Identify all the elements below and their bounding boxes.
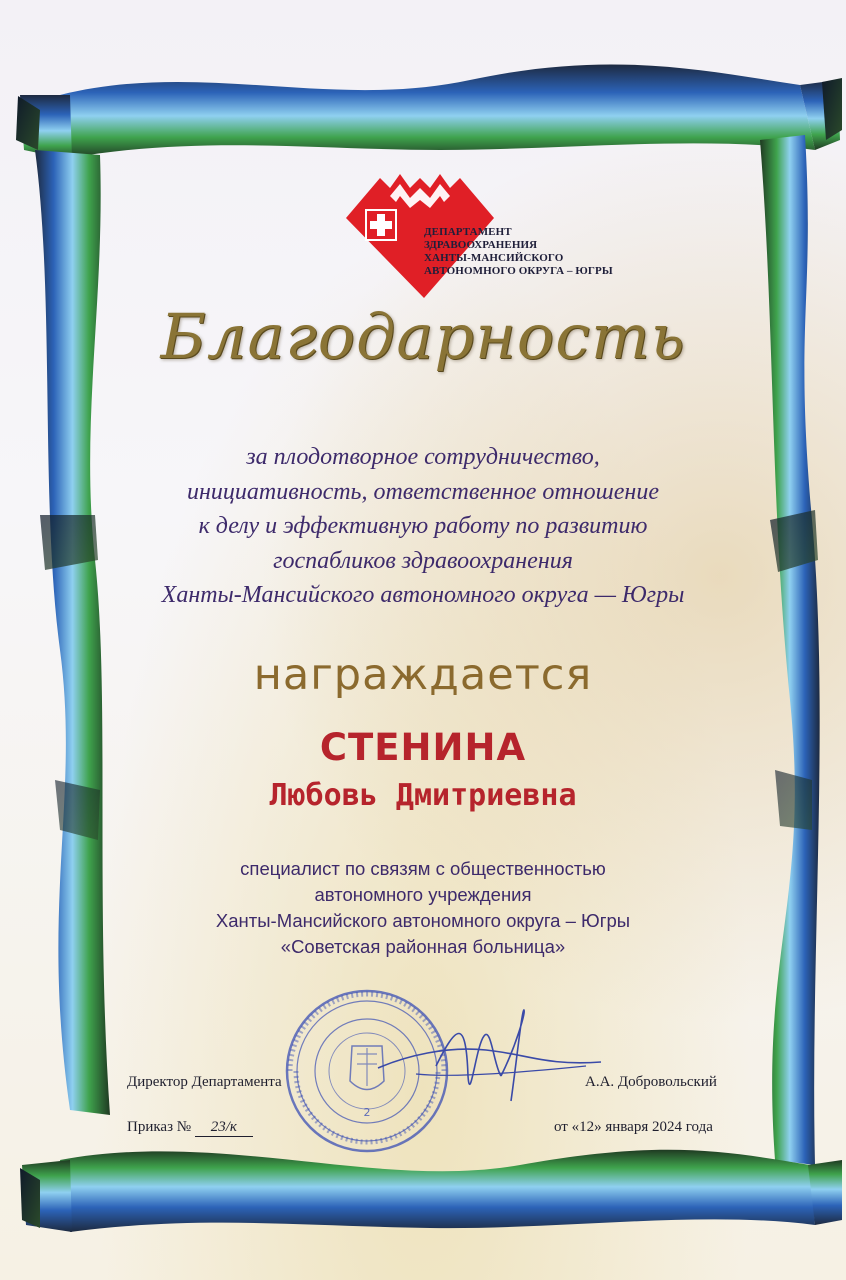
logo-line: ДЕПАРТАМЕНТ: [424, 226, 512, 238]
logo-line: ЗДРАВООХРАНЕНИЯ: [424, 239, 538, 251]
awarded-label: награждается: [253, 650, 593, 700]
reason-line: инициативность, ответственное отношение: [187, 478, 659, 505]
reason-line: к делу и эффективную работу по развитию: [198, 513, 648, 539]
order-label: Приказ №: [127, 1119, 192, 1135]
reason-line: Ханты-Мансийского автономного округа — Югры: [161, 582, 685, 608]
stamp-digit: 2: [363, 1106, 371, 1119]
order-line: [127, 1119, 253, 1137]
position-line: «Советская районная больница»: [280, 936, 566, 957]
recipient-surname: СТЕНИНА: [319, 726, 527, 769]
logo-org-name: [424, 226, 613, 278]
position-line: Ханты-Мансийского автономного округа – Югры: [215, 910, 631, 931]
signatory-name: А.А. Добровольский: [585, 1074, 717, 1090]
signatory-role: Директор Департамента: [127, 1074, 282, 1090]
certificate-title: Благодарность: [160, 300, 686, 373]
recipient-given-names: Любовь Дмитриевна: [269, 778, 577, 813]
reason-line: за плодотворное сотрудничество,: [246, 444, 600, 470]
position-line: специалист по связям с общественностью: [240, 858, 606, 879]
reason-text: [0, 440, 846, 613]
logo-line: АВТОНОМНОГО ОКРУГА – ЮГРЫ: [424, 265, 613, 277]
order-number: 23/к: [195, 1119, 253, 1137]
reason-line: госпабликов здравоохранения: [273, 547, 573, 574]
signature: [376, 1006, 616, 1116]
order-date: от «12» января 2024 года: [554, 1119, 713, 1135]
recipient-position: [0, 856, 846, 960]
position-line: автономного учреждения: [314, 884, 532, 905]
logo-line: ХАНТЫ-МАНСИЙСКОГО: [424, 252, 564, 264]
